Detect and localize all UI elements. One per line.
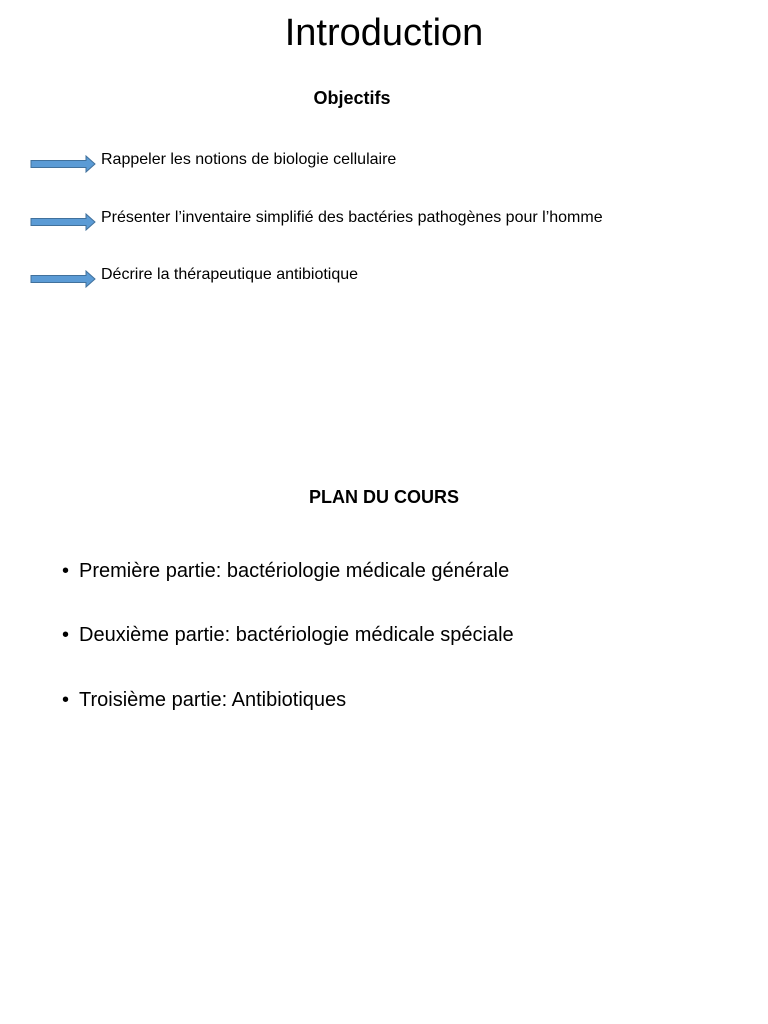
page-title: Introduction xyxy=(284,12,484,54)
bullet: • xyxy=(62,624,70,646)
plan-item xyxy=(62,687,346,713)
plan-heading: PLAN DU COURS xyxy=(308,487,459,507)
objectives-heading: Objectifs xyxy=(313,88,391,108)
right-arrow-icon xyxy=(30,270,96,288)
plan-item xyxy=(62,558,509,584)
plan-item-text: Troisième partie: Antibiotiques xyxy=(79,689,347,711)
objective-text: Décrire la thérapeutique antibiotique xyxy=(101,266,359,283)
plan-item xyxy=(62,622,514,648)
plan-item-text: Première partie: bactériologie médicale générale xyxy=(79,560,510,582)
objective-text: Présenter l’inventaire simplifié des bactéries pathogènes pour l’homme xyxy=(101,209,603,226)
bullet: • xyxy=(62,689,70,711)
right-arrow-icon xyxy=(30,213,96,231)
right-arrow-icon xyxy=(30,155,96,173)
plan-item-text: Deuxième partie: bactériologie médicale spéciale xyxy=(79,624,514,646)
objective-text: Rappeler les notions de biologie cellulaire xyxy=(101,151,397,168)
bullet: • xyxy=(62,560,70,582)
